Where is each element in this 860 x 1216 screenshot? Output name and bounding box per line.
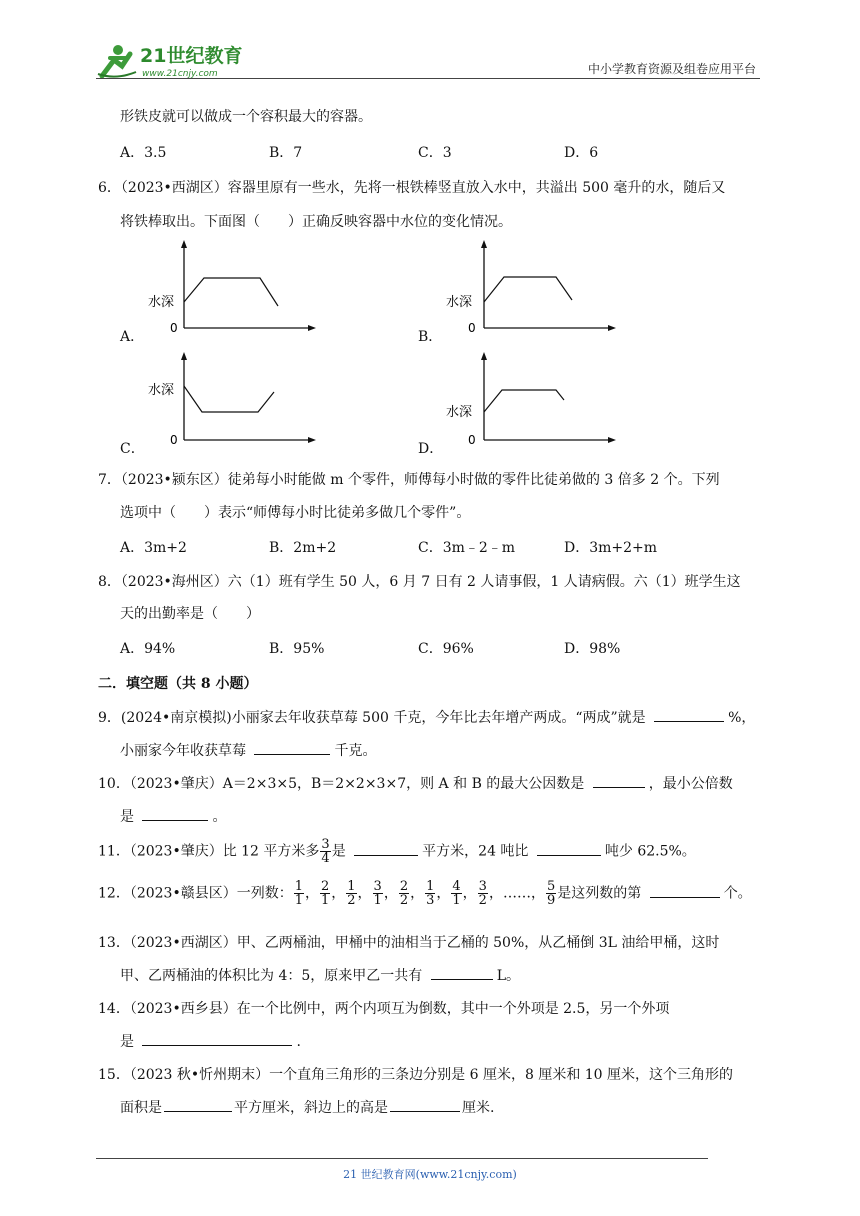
q13-blank[interactable]: [431, 965, 493, 980]
q13-text-b: L。: [496, 968, 521, 984]
q6-label-a: A．: [120, 329, 145, 345]
svg-text:0: 0: [468, 321, 476, 335]
q15-text-c: 厘米.: [462, 1100, 495, 1116]
q9-blank-2[interactable]: [254, 740, 330, 755]
q12-ellipsis: ……，: [502, 885, 545, 902]
section-heading-fill-in: 二．填空题（共 8 小题）: [98, 676, 258, 692]
q11-blank-2[interactable]: [537, 841, 601, 856]
q6-label-c: C．: [120, 441, 145, 457]
q7-option-c: C．3m﹣2﹣m: [418, 540, 516, 556]
q12-fraction: $\frac{2}{1}$: [320, 879, 330, 908]
q10-text-b: ，最小公倍数: [648, 776, 733, 792]
q15-blank-1[interactable]: [164, 1097, 232, 1112]
q12-fraction: $\frac{1}{1}$: [294, 879, 303, 908]
q15-text-line1: 15．（2023 秋•忻州期末）一个直角三角形的三条边分别是 6 厘米，8 厘米和 10 厘米，这个三角形的: [98, 1067, 734, 1083]
q7-option-b: B．2m+2: [269, 540, 337, 556]
q11-text-c: 平方米，24 吨比: [422, 843, 529, 860]
q12-fraction: $\frac{4}{1}$: [452, 879, 461, 908]
q15-text-a: 面积是: [120, 1100, 162, 1116]
q10-line2: [120, 806, 226, 826]
q15-text-b: 平方厘米，斜边上的高是: [234, 1100, 388, 1116]
svg-text:0: 0: [170, 433, 178, 447]
q9-text-b: %，: [728, 710, 756, 726]
q12-blank[interactable]: [650, 883, 720, 898]
q14-text-a: 是: [120, 1034, 134, 1050]
q5-option-b: B．7: [269, 145, 303, 161]
q11-blank-1[interactable]: [354, 841, 418, 856]
svg-text:0: 0: [468, 433, 476, 447]
q12-fraction: $\frac{2}{2}$: [399, 879, 409, 908]
q8-option-a: A．94%: [120, 641, 176, 657]
q9-line2: [120, 740, 376, 760]
q7-text-line1: 7．（2023•颍东区）徒弟每小时能做 m 个零件，师傅每小时做的零件比徒弟做的 3 倍多 2 个。下列: [98, 472, 720, 488]
q12-fraction: $\frac{3}{1}$: [373, 879, 382, 908]
q6-chart-b: [440, 240, 630, 340]
svg-text:水深: 水深: [148, 295, 175, 310]
q11-text-b: 是: [331, 843, 346, 860]
q10-text-a: 10．（2023•肇庆）A＝2×3×5，B＝2×2×3×7，则 A 和 B 的最大公因数是: [98, 776, 585, 792]
q12-fraction: $\frac{1}{3}$: [426, 879, 435, 908]
q13-line2: [120, 965, 520, 985]
q8-option-c: C．96%: [418, 641, 474, 657]
q6-label-d: D．: [418, 441, 444, 457]
q11-text-d: 吨少 62.5%。: [604, 843, 696, 860]
q10-line1: [98, 773, 733, 793]
q12-text-b: 是这列数的第: [557, 885, 642, 902]
footer-divider: [96, 1158, 708, 1159]
q9-blank-1[interactable]: [654, 707, 724, 722]
q12-fraction-last: $\frac{5}{9}$: [546, 879, 556, 908]
q14-text-b: .: [296, 1034, 301, 1050]
q6-label-b: B．: [418, 329, 443, 345]
q14-text-line1: 14．（2023•西乡县）在一个比例中，两个内项互为倒数，其中一个外项是 2.5，另一个外项: [98, 1001, 670, 1017]
q5-tail: 形铁皮就可以做成一个容积最大的容器。: [120, 109, 372, 125]
q12-text-c: 个。: [723, 885, 752, 902]
q9-line1: [98, 707, 755, 727]
q14-line2: [120, 1031, 301, 1051]
q12-text-a: 12．（2023•赣县区）一列数：: [98, 885, 293, 902]
logo-title: 21世纪教育: [140, 45, 243, 67]
q12-fraction: $\frac{3}{2}$: [478, 879, 487, 908]
q8-text-line2: 天的出勤率是（ ）: [120, 606, 260, 622]
q10-text-d: 。: [212, 809, 227, 825]
q5-option-a: A．3.5: [120, 145, 167, 161]
q15-blank-2[interactable]: [390, 1097, 460, 1112]
header-platform-text: 中小学教育资源及组卷应用平台: [587, 62, 756, 76]
q13-text-line1: 13．（2023•西湖区）甲、乙两桶油，甲桶中的油相当于乙桶的 50%，从乙桶倒 3L 油给甲桶，这时: [98, 935, 720, 951]
q11-text-a: 11．（2023•肇庆）比 12 平方米多: [98, 843, 320, 860]
q7-text-line2: 选项中（ ）表示“师傅每小时比徒弟多做几个零件”。: [120, 505, 471, 521]
q11-line: [98, 838, 696, 865]
svg-text:0: 0: [170, 321, 178, 335]
q12-fraction: $\frac{1}{2}$: [347, 879, 356, 908]
q9-text-c: 小丽家今年收获草莓: [120, 743, 246, 759]
q5-option-c: C．3: [418, 145, 452, 161]
q9-text-a: 9．(2024•南京模拟)小丽家去年收获草莓 500 千克，今年比去年增产两成。“两成”就是: [98, 710, 646, 726]
logo: [96, 36, 266, 80]
q11-fraction: $\frac{3}{4}$: [321, 837, 330, 866]
q14-blank[interactable]: [142, 1031, 292, 1046]
svg-text:水深: 水深: [446, 405, 473, 420]
q10-blank-1[interactable]: [593, 773, 645, 788]
q13-text-a: 甲、乙两桶油的体积比为 4：5，原来甲乙一共有: [120, 968, 423, 984]
q6-chart-c: [140, 352, 330, 452]
q7-option-d: D．3m+2+m: [564, 540, 658, 556]
header-divider: [96, 78, 760, 79]
svg-text:水深: 水深: [446, 295, 473, 310]
footer-link[interactable]: 21 世纪教育网(www.21cnjy.com): [343, 1168, 517, 1181]
logo-url: www.21cnjy.com: [142, 69, 218, 79]
q8-text-line1: 8．（2023•海州区）六（1）班有学生 50 人，6 月 7 日有 2 人请事假，1 人请病假。六（1）班学生这: [98, 574, 741, 590]
q10-blank-2[interactable]: [142, 806, 208, 821]
q6-chart-a: [140, 240, 330, 340]
q8-option-b: B．95%: [269, 641, 325, 657]
q6-text-line2: 将铁棒取出。下面图（ ）正确反映容器中水位的变化情况。: [120, 214, 512, 230]
q12-line: 12．（2023•赣县区）一列数： $\frac{1}{1}$ ， $\frac{2}{1}$ ， $\frac{1}{2}$ ， $\frac{3}{1}$ ， $\frac{2}{2}$ ， $\frac{1}{3}$ ， $\frac{4}{1}$ ， $\frac{3}{2}$ ，……， $\frac{5}{9}$ 是这列数的第 个。: [98, 879, 752, 908]
q10-text-c: 是: [120, 809, 134, 825]
q9-text-d: 千克。: [334, 743, 377, 759]
q6-chart-d: [440, 352, 630, 452]
q8-option-d: D．98%: [564, 641, 621, 657]
q6-text-line1: 6．（2023•西湖区）容器里原有一些水，先将一根铁棒竖直放入水中，共溢出 500 毫升的水，随后又: [98, 180, 726, 196]
q7-option-a: A．3m+2: [120, 540, 187, 556]
q5-option-d: D．6: [564, 145, 599, 161]
q15-line2: [120, 1097, 494, 1117]
svg-text:水深: 水深: [148, 383, 175, 398]
